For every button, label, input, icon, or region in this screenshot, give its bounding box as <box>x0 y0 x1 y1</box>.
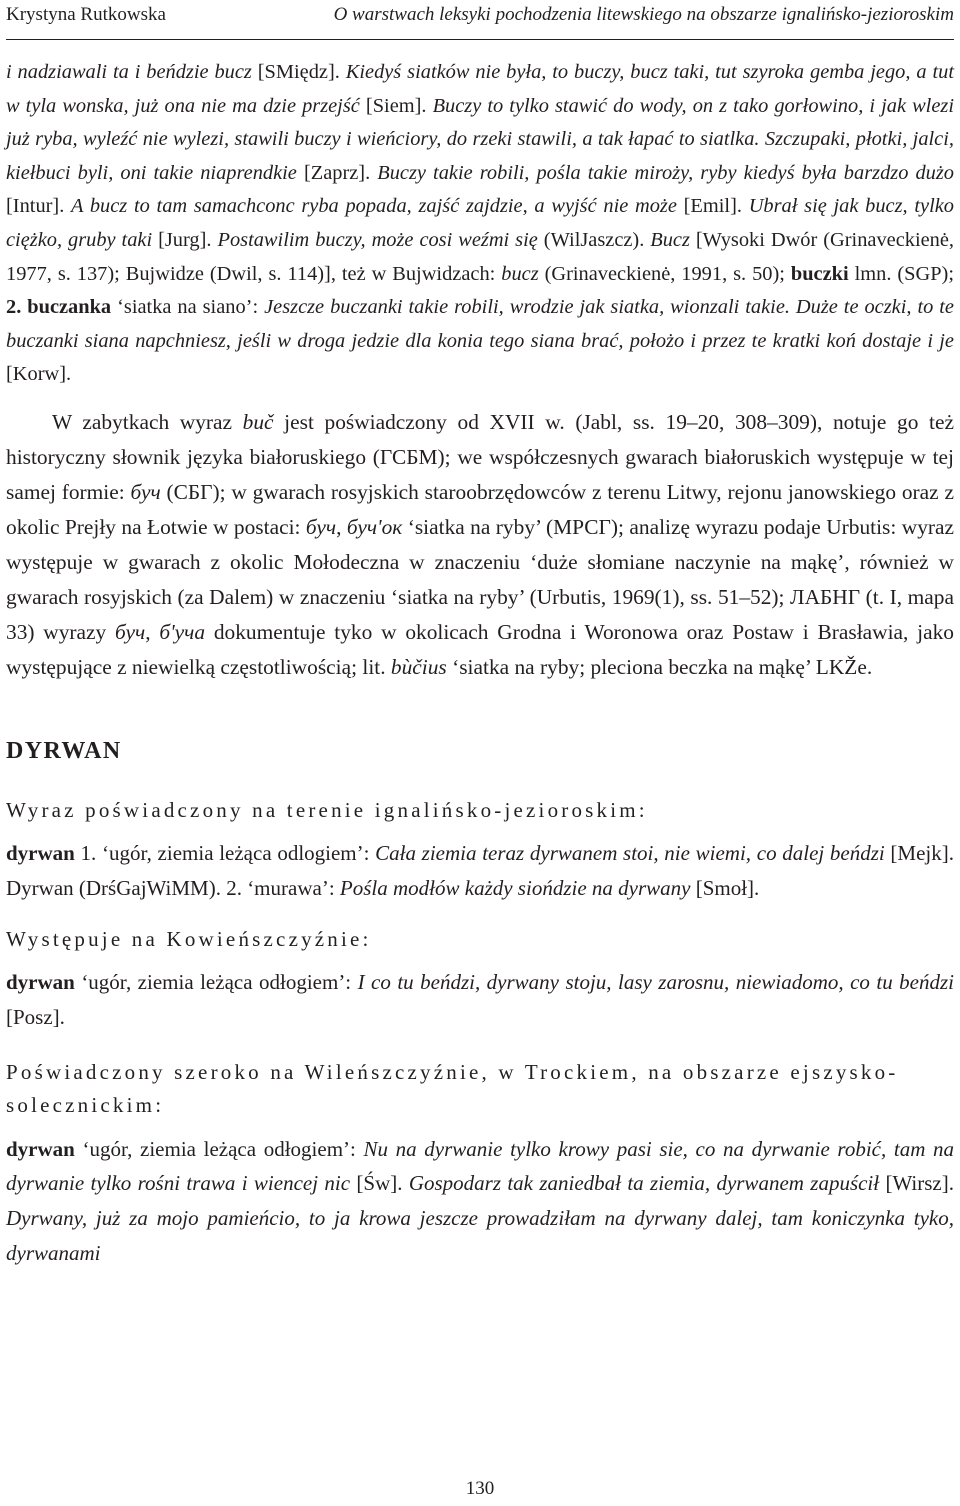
headword: dyrwan <box>6 970 75 995</box>
source-ref: [Mejk]. Dyrwan (DrśGajWiMM). 2. ‘murawa’: <box>6 840 954 900</box>
body-text: W zabytkach wyraz <box>52 409 243 434</box>
page-number: 130 <box>465 1478 495 1499</box>
source-ref: [SMiędz]. <box>251 61 346 83</box>
source-ref: [Emil]. <box>676 195 749 218</box>
headword: dyrwan <box>6 1136 75 1161</box>
quote-text: Buczy to tylko stawić do wody, on z tako gorłowino, i jak wlezi już ryba, wyleźć nie wylezi, stawili buczy i wieńciory, do rzeki stawili, a tak łapać to siatlka. Szczupaki, płotki, jalci, kiełbuci byli, oni takie niaprendkie <box>6 94 954 184</box>
cited-form: буч'ок <box>346 514 403 539</box>
dictionary-entry <box>6 1132 954 1271</box>
header-rule <box>6 39 954 40</box>
running-header <box>6 2 954 30</box>
body-text: , <box>336 514 347 539</box>
source-ref: [Korw]. <box>6 363 72 386</box>
quote-text: Ubrał się jak bucz, tylko ciężko, gruby taki <box>6 195 954 251</box>
quote-text: i nadziawali ta i beńdzie bucz <box>6 61 252 83</box>
quote-text: I co tu beńdzi, dyrwany stoju, lasy zarosnu, niewiadomo, co tu beńdzi <box>357 970 954 995</box>
gloss: ‘ugór, ziemia leżąca odłogiem’: <box>74 970 358 995</box>
quote-text: Gospodarz tak zaniedbał ta ziemia, dyrwanem zapuścił <box>408 1171 880 1196</box>
source-ref: (WilJaszcz). <box>537 228 651 251</box>
sense-number: 2. <box>6 296 22 319</box>
body-text: ‘siatka na ryby; pleciona beczka na mąkę’ LKŽe. <box>446 654 873 679</box>
source-ref: [Wirsz]. <box>879 1171 954 1196</box>
source-ref: [Wysoki Dwór (Grinaveckienė, 1977, s. 137); Bujwidze (Dwil, s. 114)], też w Bujwidzach: <box>6 228 955 285</box>
quote-text: Jeszcze buczanki takie robili, wrodzie jak siatka, wionzali takie. Duże te oczki, to te buczanki siana napchniesz, jeśli w droga jedzie dla konia tego siana brać, położo i przez te kratki koń dostaje i je <box>6 296 954 352</box>
area-heading: Wyraz poświadczony na terenie ignalińsko-jezioroskim: <box>6 797 648 822</box>
source-ref: [Intur]. <box>6 195 72 218</box>
cited-form: буч <box>130 479 161 504</box>
gloss: 1. ‘ugór, ziemia leżąca odlogiem’: <box>74 840 376 865</box>
header-author: Krystyna Rutkowska <box>6 4 166 25</box>
cited-form: buč <box>242 409 274 434</box>
gloss: ‘ugór, ziemia leżąca odłogiem’: <box>74 1136 364 1161</box>
section-heading: DYRWAN <box>6 737 122 764</box>
quotation-paragraph <box>6 56 954 392</box>
dictionary-entry <box>6 965 954 1034</box>
quote-text: Bucz <box>650 228 690 251</box>
cited-form: буч <box>305 514 337 539</box>
body-text: ‘siatka na ryby’ (МРСГ); analizę wyrazu podaje Urbutis: wyraz występuje w gwarach z okolic Mołodeczna w znaczeniu ‘duże słomiane naczynie na mąkę’, również w gwarach rosyjskich (za Dalem) w znaczeniu ‘siatka na ryby’ (Urbutis, 1969(1), ss. 51–52); ЛАБНГ (t. I, mapa 33) wyrazy <box>6 514 954 644</box>
body-text: jest poświadczony od XVII w. (Jabl, ss. 19–20, 308–309), notuje go też historyczny słownik języka białoruskiego (ГСБМ); we współczesnych gwarach białoruskich występuje w tej samej formie: <box>6 409 954 504</box>
quote-text: Dyrwany, już za mojo pamieńcio, to ja krowa jeszcze prowadziłam na dyrwany dalej, tam koniczynka tyko, dyrwanami <box>6 1206 954 1265</box>
body-text: dokumentuje tyko w okolicach Grodna i Woronowa oraz Postaw i Brasławia, jako występujące z niewielką częstotliwością; lit. <box>6 619 954 679</box>
source-ref: [Jurg]. <box>152 228 218 251</box>
source-ref: [Smoł]. <box>690 875 760 900</box>
source-ref: [Siem]. <box>359 94 433 117</box>
source-ref: [Posz]. <box>6 1005 65 1030</box>
quote-text: Buczy takie robili, pośla takie miroży, ryby kiedyś była barzdzo dużo <box>377 161 954 184</box>
area-heading: Występuje na Kowieńszczyźnie: <box>6 927 372 952</box>
quote-text: Pośla modłów każdy siońdzie na dyrwany <box>339 875 691 900</box>
area-heading: Poświadczony szeroko na Wileńszczyźnie, w Trockiem, na obszarze ejszysko-solecznickim: <box>6 1059 899 1117</box>
gloss: ‘siatka na siano’: <box>111 296 265 319</box>
dictionary-entry <box>6 836 954 905</box>
quote-text: Nu na dyrwanie tylko krowy pasi sie, co na dyrwanie robić, tam na dyrwanie tylko rośni trawa i wiencej nic <box>6 1136 955 1196</box>
source-ref: [Św]. <box>350 1171 409 1196</box>
body-text: (СБГ); w gwarach rosyjskich staroobrzędowców z terenu Litwy, rejonu janowskiego oraz z okolic Prejły na Łotwie w postaci: <box>6 479 954 539</box>
cited-form: б'уча <box>159 619 206 644</box>
cited-form: буч <box>115 619 146 644</box>
page-body <box>6 56 954 1271</box>
headword: dyrwan <box>6 840 75 865</box>
header-running-title: O warstwach leksyki pochodzenia litewskiego na obszarze ignalińsko-jezioroskim <box>333 4 954 25</box>
cited-form: bùčius <box>390 654 447 679</box>
source-ref: [Zaprz]. <box>296 161 378 184</box>
quote-text: Cała ziemia teraz dyrwanem stoi, nie wiemi, co dalej beńdzi <box>375 840 885 865</box>
quote-text: Postawilim buczy, może cosi weźmi się <box>217 228 538 251</box>
headword: buczanka <box>27 296 112 319</box>
quote-text: A bucz to tam samachconc ryba popada, zajść zajdzie, a wyjść nie może <box>71 195 677 218</box>
quote-text: Kiedyś siatków nie była, to buczy, bucz taki, tut szyroka gemba jego, a tut w tyla wonska, już ona nie ma dzie przejść <box>6 61 954 117</box>
source-ref: (Grinaveckienė, 1991, s. 50); <box>538 262 791 285</box>
quote-text: bucz <box>501 262 539 285</box>
source-ref: lmn. (SGP); <box>848 262 955 285</box>
body-text: , <box>145 619 160 644</box>
headword: buczki <box>790 262 849 285</box>
body-paragraph <box>6 405 954 685</box>
